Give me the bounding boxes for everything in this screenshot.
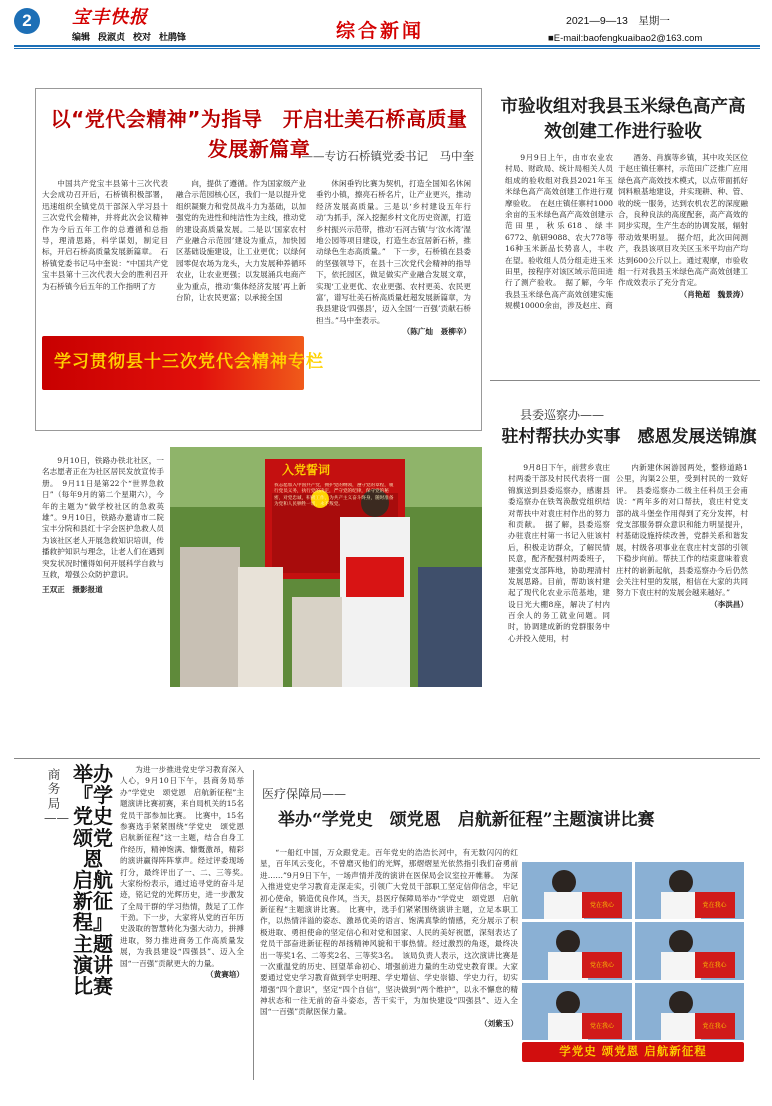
lead-headline: 以“党代会精神”为指导 开启壮美石桥高质量发展新篇章 — [50, 107, 468, 161]
party-history-banner — [522, 1042, 744, 1062]
commerce-speech-headline: 举办『学党史 颂党恩 启航新征程』主题演讲比赛 — [73, 762, 113, 998]
lead-column-2: 向，提供了遵循。作为国家级产业融合示范园核心区，我们一是以提升党组织凝聚力和党员战斗力为基础，以加强党的先进性和纯洁性为主线，推动党的建设高质量发展。二是以‘国家农村产业融合示范园’建设为重点，加快园区基础设施建设，让工业更优；以绿何园零促农场为龙头，大力发展种养循环农业，让农业更强；以发展涌兵电商产业为重点，推动‘集体经济发展’再上新台阶，让农民更富；以承接全国 — [176, 179, 306, 302]
masthead-logo: 宝丰快报 — [72, 7, 148, 28]
medical-bureau-kicker: 医疗保障局—— — [262, 787, 347, 801]
article-divider — [490, 380, 760, 381]
speaker-photo — [635, 922, 745, 979]
medical-speech-body — [260, 847, 518, 1029]
banner-gift-headline: 驻村帮扶办实事 感恩发展送锦旗 — [501, 427, 757, 447]
contact-email: ■E-mail:baofengkuaibao2@163.com — [548, 33, 703, 44]
medical-speech-headline: 举办“学党史 颂党恩 启航新征程”主题演讲比赛 — [278, 810, 655, 830]
oath-board-text: 我志愿加入中国共产党，拥护党的纲领，遵守党的章程，履行党员义务，执行党的决定，严守党的纪律，保守党的秘密，对党忠诚，积极工作，为共产主义奋斗终身，随时准备为党和人民牺牲一切，永不叛党。 — [274, 483, 394, 508]
photo-story-byline: 王双正 摄影报道 — [42, 585, 103, 595]
podium-sign: 党在我心 — [582, 1013, 622, 1039]
weekday: 星期一 — [638, 15, 670, 27]
header-rule-thin — [14, 48, 760, 49]
corn-inspection-column-2 — [618, 152, 748, 300]
speaker-photo — [635, 862, 745, 919]
commerce-speech-body — [120, 764, 252, 980]
lead-byline: （陈广灿 聂柳辛） — [402, 327, 471, 337]
corn-inspection-column-2-text: 酒务、肖旗等乡镇，其中攻关区位于赵庄镇任寨村，示范田广泛推广应用绿色高产高效技术模式，以点带面抓好饲料粮基地建设，并实现耕、种、管、收的统一服务，达到农机农艺的深度融合，良种良法的高度配套，高产高效的同步实现，生产生态的协调发展，辐射带动效果明显。 据介绍，此次田间测产，我县该项目攻关区玉米平均亩产均达到600公斤以上。通过观摩，市验收组一行对我县玉米绿色高产高效创建工作成效表示了充分肯定。 — [618, 153, 748, 288]
editor-label: 编辑 — [72, 33, 91, 43]
photo-story-text: 9月10日，铁路办铁北社区，一名志愿者正在为社区居民发放宣传手册。 9月11日是第22个“世界急救日”（每年9月的第二个星期六），今年的主题为“做学校社区的急救英雄”。9月10日，铁路办邀请市二院宝丰分院和县红十字会医护急救人员为该社区老人开展急救知识培训，传播救护知识与理念，让老人们在遇到突发状况时懂得如何开展科学自救与互救，增强公众防护意识。 — [42, 456, 164, 579]
proofread-name: 杜鹃锋 — [159, 33, 187, 43]
bottom-divider — [14, 758, 760, 759]
lead-subtitle: ——专访石桥镇党委书记 马中奎 — [301, 149, 474, 163]
banner-gift-column-2-text: 内新建休闲游园两处，整修道路1公里，沟渠2公里，受到村民的一致好评。 县委巡察办二级主任科员王会甫说：“两年多的对口帮扶，袁庄村党支部的战斗堡垒作用得到了充分发挥，村党支部服务群众意识和能力明显提升，村基础设施持续改善，党群关系和谐发展，村级各项事业在袁庄村支部的引领下稳步向前。帮扶工作的结束意味着袁庄村的崭新起航，县委巡察办今后仍然会关注村里的发展，相信在大家的共同努力下袁庄村的发展会越来越好。” — [616, 463, 748, 598]
lead-column-3 — [316, 178, 471, 337]
speaker-photo — [522, 922, 632, 979]
study-column-banner-content — [48, 342, 324, 384]
study-column-banner-text: 学习贯彻县十三次党代会精神专栏 — [54, 352, 324, 373]
banner-gift-byline: （李洪昌） — [710, 599, 748, 609]
page-number: 2 — [14, 8, 40, 34]
date-value: 2021—9—13 — [566, 15, 628, 27]
speech-photo-grid — [522, 862, 744, 1040]
podium-sign: 党在我心 — [695, 1013, 735, 1039]
volunteer-photo — [170, 447, 482, 687]
speaker-photo — [635, 983, 745, 1040]
lead-column-3-text: 休闲垂钓比赛为契机，打造全国知名休闲垂钓小镇，擦亮石桥名片，让产业更兴，推动经济发展高质量。三是以‘乡村建设五年行动’为抓手，深入挖掘乡村文化历史资源，打造乡村振兴示范带，推动‘石河古镇’与‘汝水湾’湿地公园等项目建设，打造生态宜居新石桥，推动绿色生态高质量。” 下一步，石桥镇在县委的坚强领导下，在县十三次党代会精神的指导下，依托园区，做足做实产业融合发展文章，实现‘工业更优、农业更强、农村更美、农民更富’，谱写壮美石桥高质量赶超发展新篇章，为我县建设‘四强县’，迈入全国‘一百强’贡献石桥担当。”马中奎表示。 — [316, 179, 471, 325]
corn-inspection-column-1: 9月9日上午，由市农业农村局、财政局、统计局相关人员组成的验收组对我县2021年玉米绿色高产高效创建工作进行观摩验收。 在赵庄镇任寨村1000余亩的玉米绿色高产高效创建示范田里，秋乐618、绿丰6772、航研9088、农大778等16种玉米新品长势喜人，丰收在望。验收组人员分组走进玉米田里，按程序对该区域示范田进行了测产验收。 据了解，今年我县玉米绿色高产高效创建实施规模10000余亩，涉及赵庄、商 — [505, 153, 613, 311]
bottom-vertical-divider — [253, 770, 254, 1080]
medical-speech-text: “一船红中国，万众跟党走。百年党史的浩浩长河中，有无数闪闪的红星，百年风云变化，不曾磨灭他们的光辉，那熠熠星光依然指引我们奋勇前进……”9月9日下午，一场声情并茂的演讲在医保局会议室拉开帷幕。 为深入推进党史学习教育走深走实，引领广大党员干部职工坚定信仰信念，牢记初心使命，锻造优良作风，当天，县医疗保障局举办“学党史 颂党恩 启航新征程”主题演讲比赛。 比赛中，选手们紧紧围绕演讲主题，立足本职工作，以热情洋溢的姿态、激昂优美的语言、饱满真挚的情感，充分展示了积极进取、勇担使命的坚定信心和对党和国家、人民的美好祝愿，深刻表达了党员干部奋进新征程的昂扬精神风貌和干事热情。经过激烈的角逐，最终决出一等奖1名、二等奖2名、三等奖3名。 该局负责人表示，这次演讲比赛是一次重温党的历史、回望革命初心、增强前进力量的生动党史教育课。大家要通过党史学习教育做到学史明理、学史增信、学史崇德、学史力行，切实增强“四个意识”，坚定“四个自信”，坚决做到“两个维护”，以永不懈怠的精神状态和一往无前的奋斗姿态，苦干实干，为加快建设“四强县”、迈入全国“一百强”贡献医保力量。 — [260, 848, 518, 1017]
party-history-banner-text: 学党史 颂党恩 启航新征程 — [559, 1044, 707, 1059]
oath-board-title: 入党誓词 — [282, 463, 331, 477]
banner-gift-column-2 — [616, 462, 748, 610]
editor-credits — [72, 32, 194, 46]
issue-date — [566, 14, 670, 30]
section-title: 综合新闻 — [336, 20, 425, 42]
banner-gift-column-1: 9月8日下午，前营乡袁庄村两委干部及村民代表将一面锦旗送到县委巡察办，感谢县委巡察办在铁驾涣散党组织结对帮扶中对袁庄村作出的努力和贡献。 据了解，县委巡察办驻袁庄村第一书记入驻该村后，积极走访群众，了解民情民意，配齐配强村两委班子，建强党支部阵地，协助理清村发展思路。目前，帮助该村建起了现代化农业示范基地，建设日光大棚8座，解决了村内百余人的务工就业问题。同时，协调建成新的党群服务中心并投入使用，村 — [508, 463, 610, 643]
podium-sign: 党在我心 — [582, 952, 622, 978]
commerce-speech-text: 为进一步推进党史学习教育深入人心，9月10日下午，县商务局举办“学党史 颂党恩 启航新征程”主题演讲比赛初赛，来自局机关的15名党员干部参加比赛。 比赛中，15名参赛选手紧紧围绕“学党史 颂党恩 启航新征程”这一主题，结合自身工作经历，精神饱满、慷慨激昂，精彩的演讲赢得阵阵掌声。经过评委现场打分，最终评出了一、二、三等奖。 大家纷纷表示，通过追寻党的奋斗足迹，铭记党的光辉历史，进一步激发了全局干群的学习热情，鼓足了工作干劲。下一步，大家将从党的百年历史汲取的智慧转化为强大动力，拼搏进取，努力推进商务工作高质量发展，为我县建设“四强县”、迈入全国“一百强”贡献更大的力量。 — [120, 765, 252, 968]
proofread-label: 校对 — [133, 33, 152, 43]
corn-inspection-byline: （肖艳超 魏景涛） — [679, 289, 748, 299]
podium-sign: 党在我心 — [582, 892, 622, 918]
speaker-photo — [522, 862, 632, 919]
inspection-office-kicker: 县委巡察办—— — [520, 408, 605, 422]
photo-story-caption — [42, 455, 164, 596]
header-rule — [14, 45, 760, 47]
podium-sign: 党在我心 — [695, 952, 735, 978]
podium-sign: 党在我心 — [695, 892, 735, 918]
commerce-speech-byline: （黄赛培） — [206, 970, 244, 980]
commerce-bureau-kicker: 商务局—— — [44, 767, 69, 826]
editor-name: 段淑贞 — [98, 33, 126, 43]
corn-inspection-headline: 市验收组对我县玉米绿色高产高效创建工作进行验收 — [500, 97, 746, 143]
medical-speech-byline: （刘紫玉） — [480, 1018, 518, 1028]
lead-column-1: 中国共产党宝丰县第十三次代表大会成功召开后，石桥镇积极部署，迅速组织全镇党员干部深入学习县十三次党代会精神，并将此次会议精神作为今后五年工作的总遵循和总指导，理清思路，科学谋划，制定目标，开启石桥高质量发展新篇章。 石桥镇党委书记马中奎说：“中国共产党宝丰县第十三次代表大会的胜利召开为石桥镇今后五年的工作指明了方 — [42, 179, 168, 291]
speaker-photo — [522, 983, 632, 1040]
